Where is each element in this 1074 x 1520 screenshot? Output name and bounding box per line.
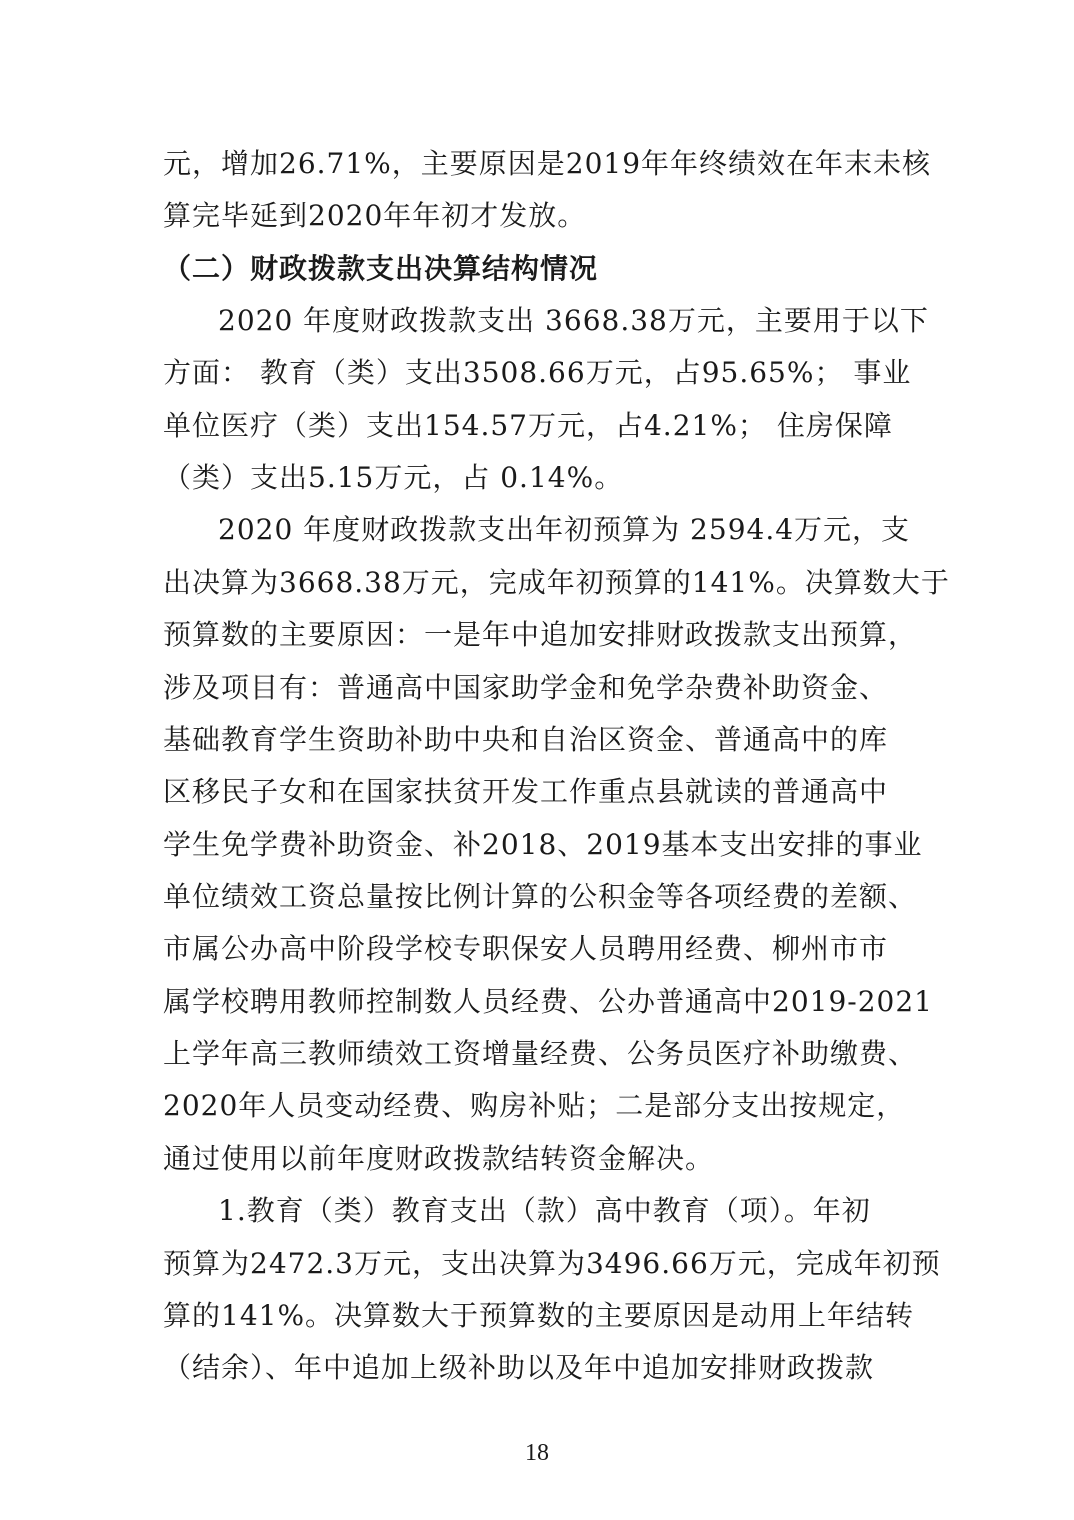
text-line: 通过使用以前年度财政拨款结转资金解决。 — [163, 1142, 715, 1175]
text-line: （类）支出5.15万元，占 0.14%。 — [163, 461, 624, 494]
text-line: 算完毕延到2020年年初才发放。 — [163, 199, 587, 232]
text-line: 基础教育学生资助补助中央和自治区资金、普通高中的库 — [163, 723, 889, 756]
text-line: 上学年高三教师绩效工资增量经费、公务员医疗补助缴费、 — [163, 1037, 918, 1070]
text-line: 区移民子女和在国家扶贫开发工作重点县就读的普通高中 — [163, 775, 889, 808]
text-line: 算的141%。决算数大于预算数的主要原因是动用上年结转 — [163, 1299, 915, 1332]
text-line: 2020 年度财政拨款支出年初预算为 2594.4万元，支 — [218, 513, 911, 546]
text-line: 单位绩效工资总量按比例计算的公积金等各项经费的差额、 — [163, 880, 918, 913]
text-line: 元，增加26.71%，主要原因是2019年年终绩效在年末未核 — [163, 147, 932, 180]
text-line: 预算为2472.3万元，支出决算为3496.66万元，完成年初预 — [163, 1247, 941, 1280]
text-line: 市属公办高中阶段学校专职保安人员聘用经费、柳州市市 — [163, 932, 889, 965]
text-line: 涉及项目有：普通高中国家助学金和免学杂费补助资金、 — [163, 671, 889, 704]
page-number: 18 — [525, 1440, 549, 1466]
text-line: 出决算为3668.38万元，完成年初预算的141%。决算数大于 — [163, 566, 950, 599]
text-line: （结余）、年中追加上级补助以及年中追加安排财政拨款 — [163, 1351, 875, 1384]
text-line: 属学校聘用教师控制数人员经费、公办普通高中2019-2021 — [163, 985, 933, 1018]
text-line: 方面： 教育（类）支出3508.66万元，占95.65%； 事业 — [163, 356, 912, 389]
section-heading: （二）财政拨款支出决算结构情况 — [163, 252, 599, 285]
text-line: 预算数的主要原因：一是年中追加安排财政拨款支出预算， — [163, 618, 918, 651]
text-line: 单位医疗（类）支出154.57万元，占4.21%； 住房保障 — [163, 409, 893, 442]
text-line: 1.教育（类）教育支出（款）高中教育（项）。年初 — [218, 1194, 871, 1227]
text-line: 2020年人员变动经费、购房补贴；二是部分支出按规定， — [163, 1089, 906, 1122]
text-line: 学生免学费补助资金、补2018、2019基本支出安排的事业 — [163, 828, 923, 861]
text-line: 2020 年度财政拨款支出 3668.38万元，主要用于以下 — [218, 304, 929, 337]
